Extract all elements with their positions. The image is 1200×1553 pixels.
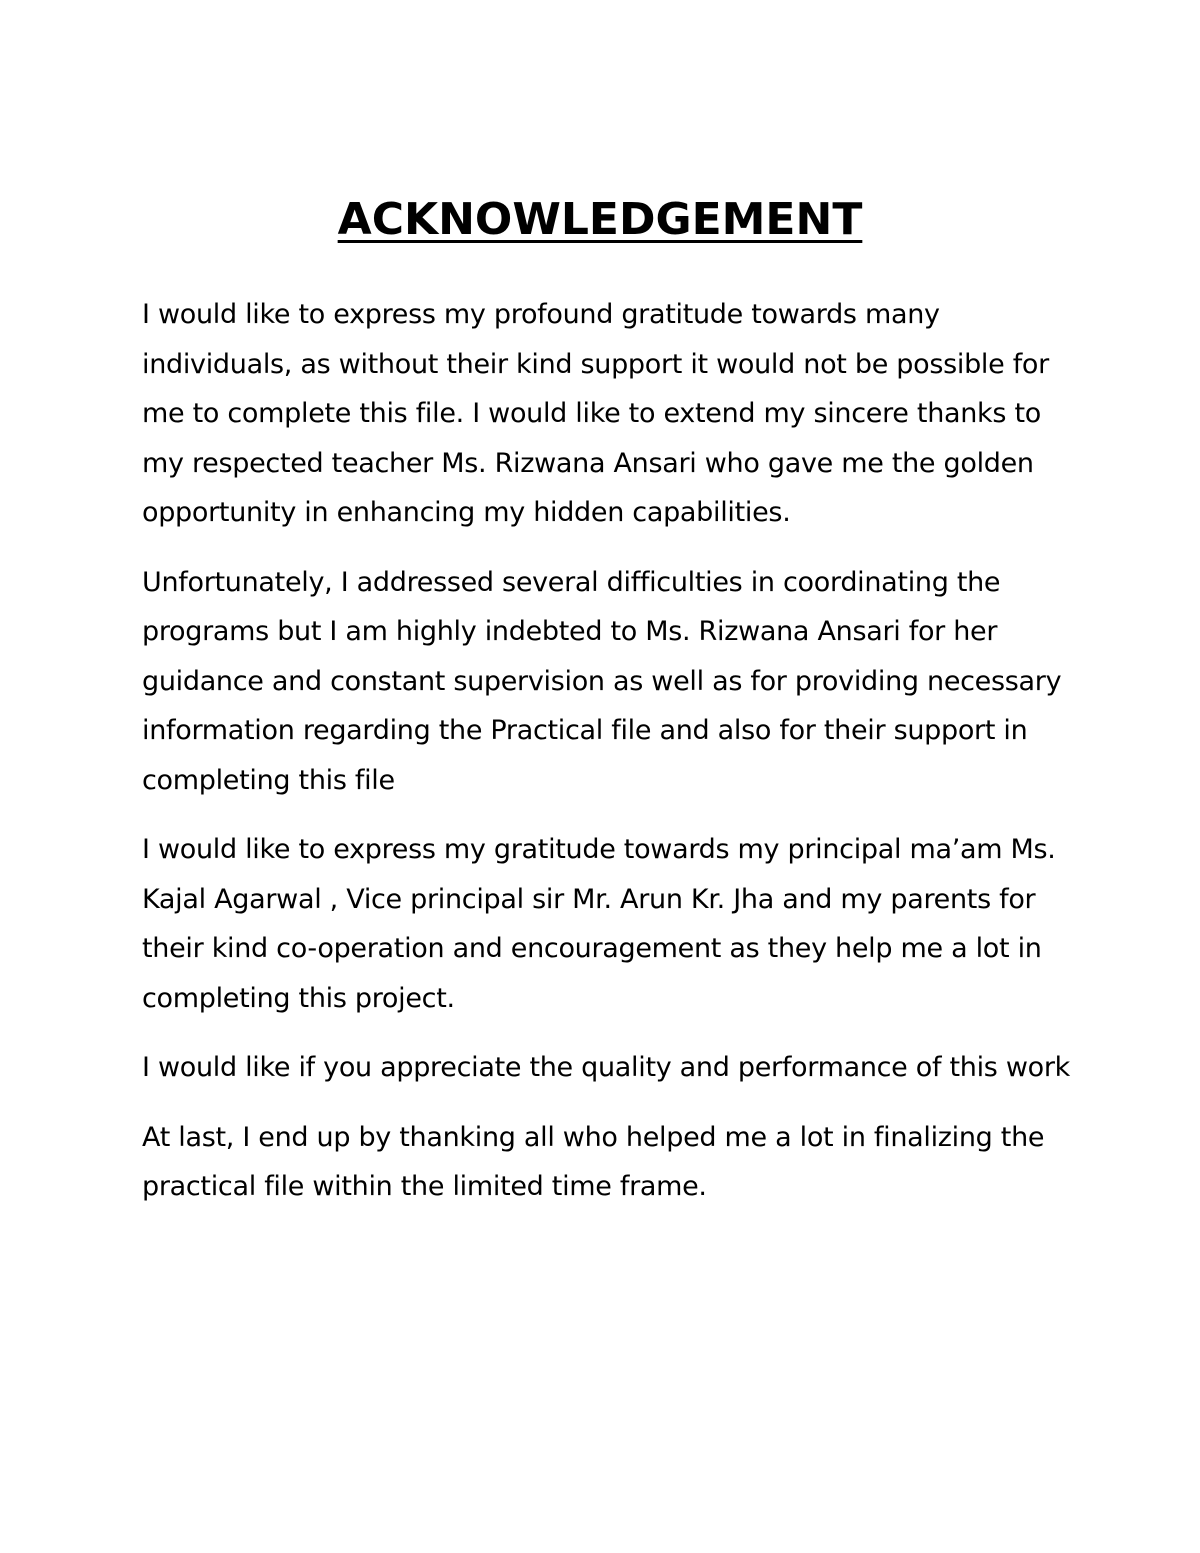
page-title [0, 194, 1200, 247]
paragraph-2: Unfortunately, I addressed several difficulties in coordinating the programs but I am highly indebted to Ms. Rizwana Ansari for her guidance and constant supervision as well as for providing necessary information regarding the Practical file and also for their support in completing this file [142, 566, 1062, 796]
title-text: ACKNOWLEDGEMENT [337, 194, 863, 245]
document-body [142, 290, 1072, 1232]
paragraph-1: I would like to express my profound gratitude towards many individuals, as without their kind support it would not be possible for me to complete this file. I would like to extend my sincere thanks to my respected teacher Ms. Rizwana Ansari who gave me the golden opportunity in enhancing my hidden capabilities. [142, 299, 1049, 528]
paragraph-4: I would like if you appreciate the quality and performance of this work [142, 1052, 1070, 1083]
paragraph-5: At last, I end up by thanking all who helped me a lot in finalizing the practical file within the limited time frame. [142, 1121, 1045, 1202]
paragraph-3: I would like to express my gratitude towards my principal ma’am Ms. Kajal Agarwal , Vice principal sir Mr. Arun Kr. Jha and my parents for their kind co-operation and encouragement as they help me a lot in completing this project. [142, 834, 1056, 1014]
